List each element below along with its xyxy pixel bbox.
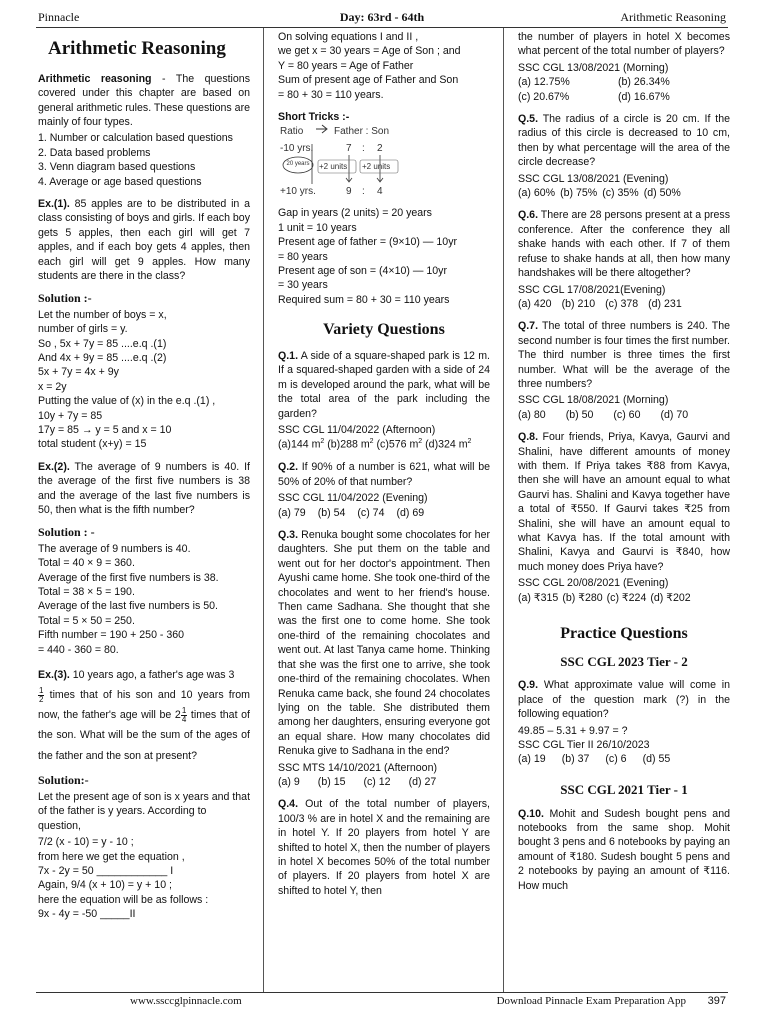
question-source: SSC CGL 13/08/2021 (Morning) [518, 61, 669, 74]
option: (a) 9 [278, 775, 300, 788]
tier-2-heading: SSC CGL 2023 Tier - 2 [560, 653, 688, 669]
example-3 [38, 665, 250, 766]
solution-line: 17y = 85 → y = 5 and x = 10 [38, 424, 172, 437]
option: (d) 70 [660, 408, 689, 421]
question-text: The total of three numbers is 240. The second number is four times the first number. The third number is three times the first number. What will be the average of the three numbers? [518, 320, 730, 390]
solution-1 [38, 308, 250, 452]
circle-label: 20 years [286, 161, 310, 168]
ratio-diagram-graphic [278, 124, 490, 206]
options [518, 297, 730, 311]
question-text: A side of a square-shaped park is 12 m. If a squared-shaped garden with a side of 24 m is developed around the park, what will be the total area of the park including the garden? [278, 350, 490, 420]
solution-2 [38, 542, 250, 657]
solution-line: Total = 5 × 50 = 250. [38, 614, 135, 627]
solution-line: 9x - 4y = -50 _____II [38, 908, 136, 921]
diagram-label: +10 yrs. [280, 186, 316, 198]
question-text: Mohit and Sudesh bought pens and notebooks from the same shop. Mohit bought 3 pens and 6 notebooks by paying an amount of ₹180. Sudesh bought 5 pens and 2 notebooks by paying an amount of ₹116. How much [518, 807, 730, 892]
solution-line: Total = 40 × 9 = 360. [38, 557, 135, 570]
short-tricks-steps [278, 206, 490, 307]
options [518, 591, 730, 605]
question-4 [278, 797, 490, 898]
question-text: There are 28 persons present at a press conference. After the conference they all shake hands with each other. If 7 of them refuse to shake hands at all, then how many handshakes will be there altogether? [518, 209, 730, 280]
solution-line: Average of the first five numbers is 38. [38, 571, 219, 584]
page-number: 397 [707, 995, 726, 1007]
option: (b) 15 [317, 775, 346, 788]
option: (c) ₹224 [606, 591, 647, 604]
solution-heading: Solution :- [38, 290, 92, 305]
option: (a) 420 [518, 297, 552, 310]
footer-website-link[interactable]: www.ssccglpinnacle.com [130, 995, 242, 1007]
diagram-value: 9 [346, 186, 352, 198]
header-brand: Pinnacle [38, 10, 80, 24]
example-text: times that of the son. What will be the sum of the ages of the father and the son at present? [38, 709, 250, 762]
question-text: Renuka bought some chocolates for her daughters. She put them on the table and went out for her doctor's appointment. Then Ayushi came home. She took one-third of the chocolates and went to her friend's house. Then came Sadhana. She thought that she was the first one to come home. She took one-third of the remaining chocolates and went out. At last Tanya came home. Thinking that she was the first one to arrive, she took one-third of the remaining chocolates. When Renuka came back, she found 24 chocolates lying on the table. She distributed them among her daughters, ensuring everyone got an equal share. How many chocolates did Renuka give to Sadhana in the end? [278, 529, 490, 758]
option: (c) 60 [613, 408, 641, 421]
option: (c) 20.67% [518, 90, 570, 103]
solution-line: And 4x + 9y = 85 ....e.q .(2) [38, 352, 167, 365]
diagram-value: 4 [377, 186, 383, 198]
solution-line: On solving equations I and II , [278, 31, 419, 43]
header-chapter: Arithmetic Reasoning [620, 10, 726, 24]
solution-line: number of girls = y. [38, 323, 128, 336]
question-1 [278, 349, 490, 421]
solution-line: = 80 + 30 = 110 years. [278, 88, 384, 101]
solution-line: Sum of present age of Father and Son [278, 74, 459, 87]
question-6 [518, 208, 730, 280]
options [278, 506, 490, 520]
ratio-diagram [278, 124, 490, 206]
option: (d)324 m [425, 439, 468, 451]
types-list [38, 131, 250, 189]
question-label: Q.10. [518, 807, 544, 820]
option: (d) 231 [648, 297, 682, 310]
fraction: $\frac{1}{4}$ [181, 706, 187, 725]
option: (d) 16.67% [618, 90, 670, 103]
option: (b) 26.34% [618, 76, 670, 89]
question-source: SSC CGL 20/08/2021 (Evening) [518, 577, 669, 590]
question-label: Q.2. [278, 461, 299, 474]
question-label: Q.4. [278, 798, 299, 811]
option: (a) 60% [518, 187, 556, 200]
example-2 [38, 460, 250, 518]
options [278, 775, 490, 789]
example-text: The average of 9 numbers is 40. If the average of the first five numbers is 38 and the average of the last five numbers is 50, then what is the fifth number? [38, 460, 250, 517]
question-label: Q.8. [518, 431, 539, 444]
option: (a)144 m [278, 439, 321, 451]
option: (b)288 m [327, 439, 370, 451]
question-text: What approximate value will come in place of the question mark (?) in the following equation? [518, 679, 730, 721]
trick-line: = 30 years [278, 279, 328, 292]
option: (a) 80 [518, 408, 546, 421]
option: (d) 55 [642, 753, 671, 766]
options [518, 408, 730, 422]
options [518, 186, 730, 200]
variety-questions-heading: Variety Questions [323, 321, 445, 339]
intro-paragraph [38, 72, 250, 130]
option: (d) 27 [408, 775, 437, 788]
option: (c) 12 [363, 775, 391, 788]
solution-intro: Let the present age of son is x years and that of the father is y years. According to question, [38, 791, 251, 832]
option: (b) 37 [561, 753, 590, 766]
intro-text: - The questions covered under this chapter are based on general arithmetic rules. These questions are mainly of four types. [38, 72, 250, 129]
solution-line: Again, 9/4 (x + 10) = y + 10 ; [38, 879, 172, 892]
chapter-title: Arithmetic Reasoning [48, 38, 226, 59]
example-label: Ex.(3). [38, 669, 70, 682]
options [518, 752, 730, 766]
question-2 [278, 460, 490, 489]
diagram-value: : [362, 186, 365, 198]
option: (b) 50 [565, 408, 594, 421]
question-4-continued: the number of players in hotel X becomes what percent of the total number of players? [518, 31, 730, 58]
header-rule [36, 27, 728, 28]
option: (c) 6 [605, 753, 627, 766]
solution-line: Putting the value of (x) in the e.q .(1) , [38, 395, 216, 408]
solution-line: we get x = 30 years = Age of Son ; and [278, 45, 461, 58]
fraction: $\frac{1}{2}$ [39, 685, 44, 704]
solution-continued [278, 30, 490, 102]
arrow-right-icon [316, 125, 327, 133]
diagram-value: 7 [346, 143, 352, 155]
solution-line: 10y + 7y = 85 [38, 409, 103, 422]
option: (a) 12.75% [518, 76, 570, 89]
option: (c) 378 [605, 297, 639, 310]
question-label: Q.7. [518, 320, 539, 333]
option: (a) ₹315 [518, 591, 559, 604]
example-1 [38, 197, 250, 283]
solution-line: Y = 80 years = Age of Father [278, 59, 414, 72]
example-text: 10 years ago, a father's age was 3 [69, 669, 235, 682]
option: (b) 75% [560, 187, 598, 200]
option: (b) ₹280 [562, 591, 603, 604]
question-5 [518, 112, 730, 170]
practice-questions-heading: Practice Questions [560, 625, 688, 643]
question-3 [278, 528, 490, 759]
header-day: Day: 63rd - 64th [339, 10, 425, 24]
diagram-label: +2 units [319, 162, 348, 172]
trick-line: Present age of father = (9×10) — 10yr [278, 236, 458, 249]
trick-line: Present age of son = (4×10) — 10yr [278, 265, 448, 278]
column-divider [263, 28, 264, 992]
question-10 [518, 807, 730, 893]
diagram-label: +2 units [362, 162, 391, 172]
option: (b) 54 [317, 506, 346, 519]
solution-line: from here we get the equation , [38, 850, 185, 863]
question-source: SSC CGL Tier II 26/10/2023 [518, 739, 650, 752]
solution-line: Let the number of boys = x, [38, 308, 167, 321]
diagram-label: Father : Son [334, 126, 390, 138]
options: (a)144 $m^2$ (b)288 $m^2$ (c)576 $m^2$ (d)324 $m^2$ [278, 438, 472, 451]
solution-line: 7/2 (x - 10) = y - 10 ; [38, 836, 134, 849]
option: (c) 35% [602, 187, 639, 200]
list-item: 1. Number or calculation based questions [38, 132, 233, 145]
footer-rule [36, 992, 728, 993]
options [518, 75, 730, 104]
option: (d) ₹202 [650, 591, 691, 604]
trick-line: Gap in years (2 units) = 20 years [278, 207, 432, 220]
solution-line: x = 2y [38, 380, 67, 393]
solution-heading: Solution:- [38, 772, 89, 787]
example-label: Ex.(1). [38, 198, 70, 211]
question-source: SSC CGL 18/08/2021 (Morning) [518, 394, 669, 407]
trick-line: = 80 years [278, 250, 328, 263]
footer-app-promo: Download Pinnacle Exam Preparation App [496, 995, 686, 1007]
question-text: The radius of a circle is 20 cm. If the radius of this circle is decreased to 10 cm, then by what percentage will the area of the circle decrease? [518, 113, 730, 169]
short-tricks-heading: Short Tricks :- [278, 111, 350, 124]
option: (a) 79 [278, 506, 306, 519]
question-label: Q.1. [278, 350, 299, 363]
example-label: Ex.(2). [38, 460, 70, 473]
question-label: Q.9. [518, 679, 539, 692]
column-1 [38, 30, 250, 922]
solution-line: The average of 9 numbers is 40. [38, 542, 191, 555]
column-2 [278, 30, 490, 900]
diagram-label: -10 yrs. [280, 143, 314, 155]
option: (d) 69 [396, 506, 425, 519]
example-text: times that of his son and 10 years from now, the father's age will be 2 [38, 689, 250, 722]
solution-line: Fifth number = 190 + 250 - 360 [38, 629, 185, 642]
trick-line: 1 unit = 10 years [278, 221, 357, 234]
example-text: 85 apples are to be distributed in a class consisting of boys and girls. If each boy gets 5 apples, then each girl will get 7 apples, and if each boy gets 4 apples, then each girl will get 9 apples. How many students are there in the class? [38, 198, 250, 283]
option: (b) 210 [561, 297, 596, 310]
solution-line: here the equation will be as follows : [38, 893, 209, 906]
question-source: SSC CGL 11/04/2022 (Evening) [278, 492, 428, 505]
solution-line: total student (x+y) = 15 [38, 438, 147, 451]
option: (a) 19 [518, 753, 546, 766]
question-label: Q.6. [518, 209, 539, 222]
list-item: 3. Venn diagram based questions [38, 161, 196, 174]
solution-line: 5x + 7y = 4x + 9y [38, 366, 119, 379]
list-item: 4. Average or age based questions [38, 175, 202, 188]
question-source: SSC CGL 11/04/2022 (Afternoon) [278, 424, 436, 437]
option: (d) 50% [643, 187, 681, 200]
intro-term: Arithmetic reasoning [38, 72, 152, 85]
question-label: Q.3. [278, 529, 299, 542]
trick-line: Required sum = 80 + 30 = 110 years [278, 293, 450, 306]
page-header [38, 9, 726, 25]
question-label: Q.5. [518, 113, 539, 126]
solution-heading: Solution : - [38, 524, 95, 539]
question-text: If 90% of a number is 621, what will be 50% of 20% of that number? [278, 461, 490, 488]
option: (c) 74 [357, 506, 385, 519]
question-7 [518, 319, 730, 391]
question-text: Out of the total number of players, 100/3 % are in hotel X and the remaining are in hotel Y. If 20 players from hotel Y are shifted to hotel X, then the number of players in hotel X becomes 50% of the total number of players. If 20 players from hotel X are shifted to hotel Y, then [278, 798, 490, 897]
solution-line: So , 5x + 7y = 85 ....e.q .(1) [38, 337, 167, 350]
column-3 [518, 30, 730, 895]
diagram-value: 2 [377, 143, 383, 155]
diagram-value: : [362, 143, 365, 155]
diagram-label: Ratio [280, 126, 304, 138]
tier-1-heading: SSC CGL 2021 Tier - 1 [560, 781, 688, 797]
question-source: SSC CGL 17/08/2021(Evening) [518, 283, 666, 296]
column-divider [503, 28, 504, 992]
solution-line: = 440 - 360 = 80. [38, 643, 119, 656]
option: (c)576 m [376, 439, 419, 451]
question-source: SSC CGL 13/08/2021 (Evening) [518, 172, 669, 185]
question-source: SSC MTS 14/10/2021 (Afternoon) [278, 761, 437, 774]
question-8 [518, 430, 730, 574]
solution-line: 7x - 2y = 50 ____________ I [38, 865, 174, 878]
question-9 [518, 678, 730, 721]
solution-line: Average of the last five numbers is 50. [38, 600, 218, 613]
solution-line: Total = 38 × 5 = 190. [38, 586, 135, 599]
question-equation: 49.85 – 5.31 + 9.97 = ? [518, 724, 628, 737]
solution-3 [38, 835, 250, 921]
question-text: Four friends, Priya, Kavya, Gaurvi and Shalini, have different amounts of money with them. If Priya takes ₹88 from Kavya, then she will have an amount equal to what Gaurvi has. Shalini and Kavya together have a total of ₹550. If Gaurvi takes ₹25 from Shalini, she will have an amount equal to what Kavya has. If the total amount with Shalini, Kavya and Gaurvi is ₹840, how much money does Priya have? [518, 431, 730, 573]
list-item: 2. Data based problems [38, 146, 151, 159]
